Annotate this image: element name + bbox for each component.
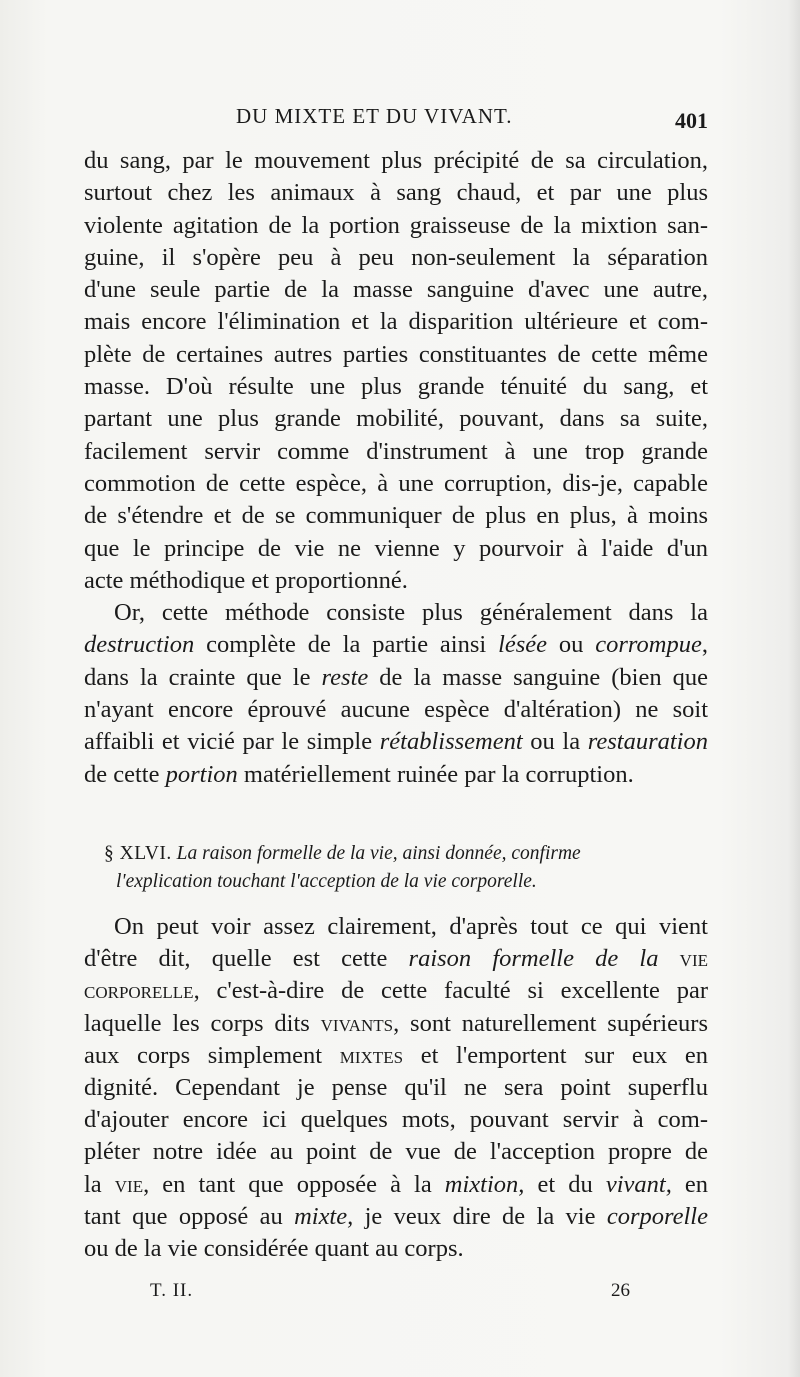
text-run: , en tant que opposée à la	[143, 1170, 445, 1198]
text-run: laquelle les corps dits	[84, 1009, 321, 1037]
text-line: acte méthodique et proportionné.	[84, 566, 408, 594]
paragraph-3	[84, 911, 708, 1265]
small-caps: mixtes	[339, 1041, 404, 1069]
text-run: et du	[524, 1170, 606, 1198]
text-line: On peut voir assez clairement, d'après tout ce qui vient	[114, 913, 708, 940]
text-line	[84, 1008, 708, 1040]
small-caps: vivants	[320, 1009, 394, 1037]
text-run: matériellement ruinée par la corruption.	[237, 760, 634, 788]
text-line	[84, 1040, 708, 1072]
text-line: commotion de cette espèce, à une corruption, dis-je, capable	[84, 469, 708, 497]
text-run: je veux dire de la vie	[353, 1202, 607, 1230]
text-run: de cette	[84, 760, 166, 788]
text-run: de la masse sanguine (bien que	[368, 663, 709, 691]
volume-mark: T. II.	[150, 1280, 194, 1301]
page-edge-shadow	[788, 0, 800, 1377]
small-caps: vie	[658, 945, 708, 973]
text-line: partant une plus grande mobilité, pouvant, dans sa suite,	[84, 405, 708, 433]
text-run: la	[84, 1170, 115, 1198]
text-run: , sont naturellement supérieurs	[393, 1009, 708, 1037]
page-footer	[150, 1280, 630, 1310]
section-heading	[104, 840, 708, 896]
running-head: DU MIXTE ET DU VIVANT.	[236, 104, 513, 128]
text-line: plète de certaines autres parties constituantes de cette même	[84, 340, 708, 368]
text-line: Or, cette méthode consiste plus généralement dans la	[114, 599, 708, 627]
page-number: 401	[675, 108, 708, 133]
text-run: en	[671, 1170, 709, 1198]
text-line	[84, 629, 708, 661]
text-run: ou la	[522, 728, 588, 756]
paragraph-1	[84, 145, 708, 791]
text-line: facilement servir comme d'instrument à une trop grande	[84, 437, 708, 465]
emphasis: corrompue	[595, 631, 702, 659]
text-line	[84, 759, 708, 791]
page-header	[84, 100, 708, 140]
text-line: violente agitation de la portion graisseuse de la mixtion san-	[84, 211, 708, 239]
emphasis: mixtion,	[444, 1170, 525, 1198]
text-line	[84, 726, 708, 758]
emphasis: destruction	[84, 631, 195, 659]
emphasis: vivant,	[605, 1170, 672, 1198]
text-line: d'une seule partie de la masse sanguine d'avec une autre,	[84, 276, 708, 304]
text-line: que le principe de vie ne vienne y pourvoir à l'aide d'un	[84, 534, 708, 562]
emphasis: rétablissement	[379, 728, 523, 756]
text-line: pléter notre idée au point de vue de l'acception propre de	[84, 1138, 708, 1166]
text-line: masse. D'où résulte une plus grande ténuité du sang, et	[84, 373, 708, 401]
text-line: surtout chez les animaux à sang chaud, et par une plus	[84, 179, 708, 207]
section-heading-line: l'explication touchant l'acception de la vie corporelle.	[116, 871, 537, 892]
emphasis: raison formelle de la	[408, 945, 659, 973]
text-run: affaibli et vicié par le simple	[84, 728, 380, 756]
text-line: guine, il s'opère peu à peu non-seulement la séparation	[84, 243, 708, 271]
text-run: d'être dit, quelle est cette	[84, 945, 409, 973]
text-run: dans la crainte que le	[84, 663, 322, 691]
text-run: ou	[547, 631, 596, 659]
small-caps: vie	[114, 1170, 144, 1198]
text-line: ou de la vie considérée quant au corps.	[84, 1235, 464, 1263]
small-caps: corporelle	[84, 977, 194, 1005]
text-line: n'ayant encore éprouvé aucune espèce d'altération) ne soit	[84, 696, 708, 724]
emphasis: lésée	[498, 631, 548, 659]
section-title: La raison formelle de la vie, ainsi donnée, confirme	[176, 843, 581, 864]
text-line	[84, 662, 708, 694]
text-line: mais encore l'élimination et la disparition ultérieure et com-	[84, 308, 708, 336]
text-line: dignité. Cependant je pense qu'il ne sera point superflu	[84, 1074, 708, 1102]
signature-mark: 26	[611, 1280, 630, 1301]
emphasis: portion	[165, 760, 238, 788]
text-run: ,	[701, 631, 708, 659]
text-run: aux corps simplement	[84, 1041, 340, 1069]
text-line	[84, 1169, 708, 1201]
section-heading-line	[104, 840, 708, 868]
text-line: de s'étendre et de se communiquer de plus en plus, à moins	[84, 502, 708, 530]
text-run: tant que opposé au	[84, 1202, 295, 1230]
emphasis: mixte,	[294, 1202, 354, 1230]
text-line: du sang, par le mouvement plus précipité de sa circulation,	[84, 147, 708, 174]
emphasis: reste	[321, 663, 369, 691]
emphasis: restauration	[587, 728, 708, 756]
text-line: d'ajouter encore ici quelques mots, pouvant servir à com-	[84, 1106, 708, 1134]
section-number: § XLVI.	[104, 843, 172, 864]
text-line	[84, 1201, 708, 1233]
text-line	[84, 975, 708, 1007]
text-run: , c'est-à-dire de cette faculté si excellente par	[193, 977, 708, 1005]
text-run: complète de la partie ainsi	[194, 631, 499, 659]
emphasis: corporelle	[606, 1202, 708, 1230]
text-run: et l'emportent sur eux en	[403, 1041, 709, 1069]
text-line	[84, 943, 708, 975]
